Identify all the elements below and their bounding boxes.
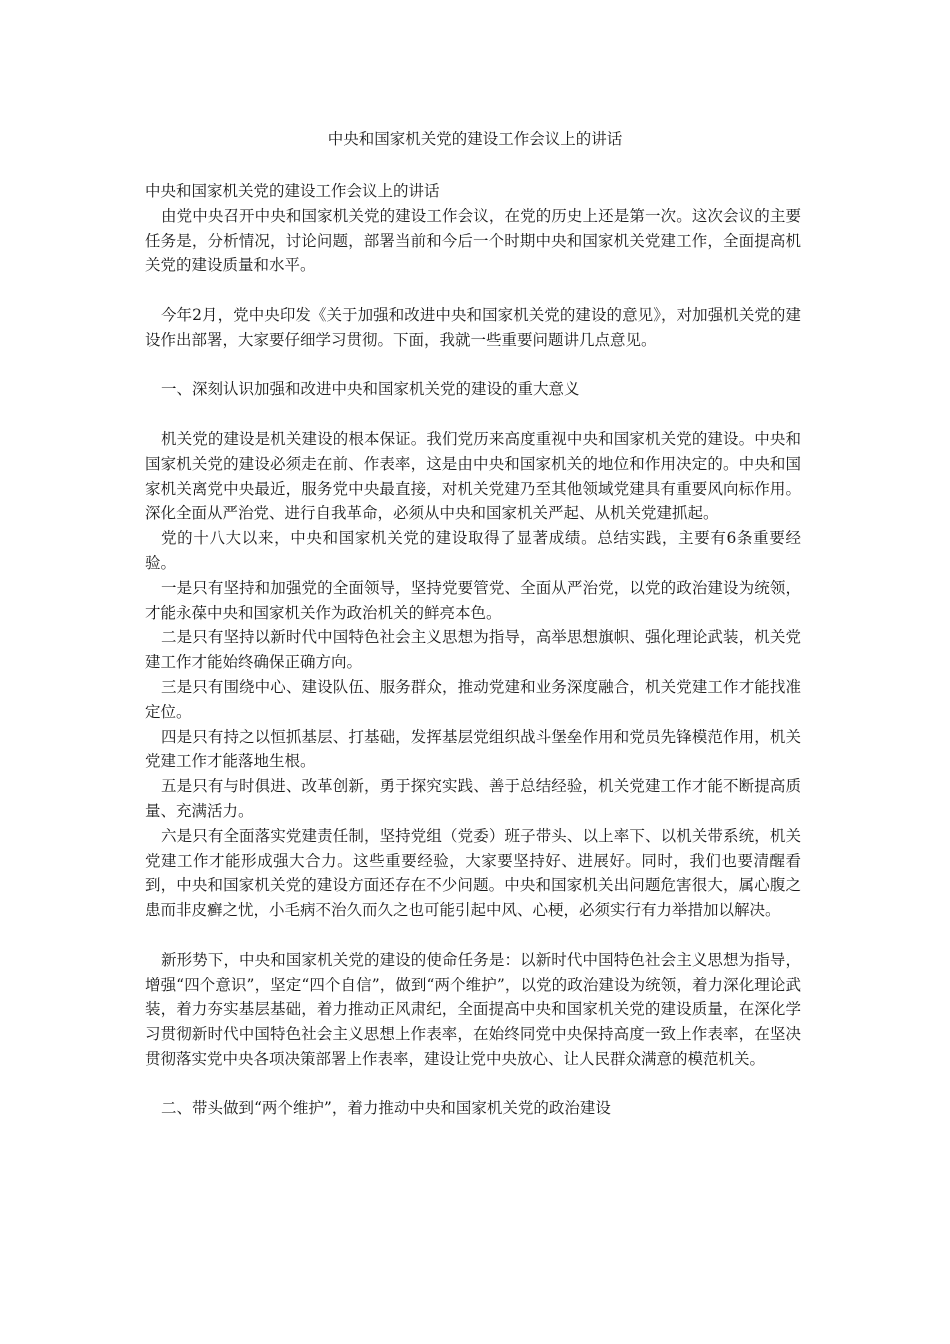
paragraph-opinion: 今年2月，党中央印发《关于加强和改进中央和国家机关党的建设的意见》，对加强机关党的建设作出部署，大家要仔细学习贯彻。下面，我就一些重要问题讲几点意见。 — [145, 305, 801, 349]
list-item-4: 四是只有持之以恒抓基层、打基础，发挥基层党组织战斗堡垒作用和党员先锋模范作用，机关党建工作才能落地生根。 — [145, 727, 801, 771]
document-title: 中央和国家机关党的建设工作会议上的讲话 — [327, 130, 623, 148]
section-heading-2: 二、带头做到“两个维护”，着力推动中央和国家机关党的政治建设 — [161, 1099, 611, 1118]
paragraph-gap — [145, 278, 801, 303]
list-item-2: 二是只有坚持以新时代中国特色社会主义思想为指导，高举思想旗帜、强化理论武装，机关党建工作才能始终确保正确方向。 — [145, 628, 801, 672]
paragraph-gap — [145, 1072, 801, 1097]
list-item-3: 三是只有围绕中心、建设队伍、服务群众，推动党建和业务深度融合，机关党建工作才能找准定位。 — [145, 677, 801, 721]
list-item-6: 六是只有全面落实党建责任制，坚持党组（党委）班子带头、以上率下、以机关带系统，机关党建工作才能形成强大合力。这些重要经验，大家要坚持好、进展好。同时，我们也要清醒看到，中央和国家机关党的建设方面还存在不少问题。中央和国家机关出问题危害很大，属心腹之患而非皮癣之忧，小毛病不治久而久之也可能引起中风、心梗，必须实行有力举措加以解决。 — [145, 826, 801, 920]
section-heading-1: 一、深刻认识加强和改进中央和国家机关党的建设的重大意义 — [161, 380, 580, 399]
paragraph-intro: 由党中央召开中央和国家机关党的建设工作会议，在党的历史上还是第一次。这次会议的主要任务是，分析情况，讨论问题，部署当前和今后一个时期中央和国家机关党建工作，全面提高机关党的建设质量和水平。 — [145, 206, 801, 275]
paragraph-experience: 党的十八大以来，中央和国家机关党的建设取得了显著成绩。总结实践，主要有6条重要经验。 — [145, 529, 801, 572]
paragraph-significance: 机关党的建设是机关建设的根本保证。我们党历来高度重视中央和国家机关党的建设。中央和国家机关党的建设必须走在前、作表率，这是由中央和国家机关的地位和作用决定的。中央和国家机关离党中央最近，服务党中央最直接，对机关党建乃至其他领域党建具有重要风向标作用。深化全面从严治党、进行自我革命，必须从中央和国家机关严起、从机关党建抓起。 — [145, 429, 801, 523]
document-subtitle: 中央和国家机关党的建设工作会议上的讲话 — [145, 182, 440, 200]
document-body — [145, 179, 801, 1121]
paragraph-gap — [145, 402, 801, 427]
list-item-5: 五是只有与时俱进、改革创新，勇于探究实践、善于总结经验，机关党建工作才能不断提高质量、充满活力。 — [145, 777, 801, 820]
paragraph-mission: 新形势下，中央和国家机关党的建设的使命任务是：以新时代中国特色社会主义思想为指导，增强“四个意识”，坚定“四个自信”，做到“两个维护”，以党的政治建设为统领，着力深化理论武装，着力夯实基层基础，着力推动正风肃纪，全面提高中央和国家机关党的建设质量，在深化学习贯彻新时代中国特色社会主义思想上作表率，在始终同党中央保持高度一致上作表率，在坚决贯彻落实党中央各项决策部署上作表率，建设让党中央放心、让人民群众满意的模范机关。 — [145, 950, 801, 1068]
list-item-1: 一是只有坚持和加强党的全面领导，坚持党要管党、全面从严治党，以党的政治建设为统领，才能永葆中央和国家机关作为政治机关的鲜亮本色。 — [145, 578, 801, 622]
paragraph-gap — [145, 923, 801, 948]
paragraph-gap — [145, 353, 801, 378]
